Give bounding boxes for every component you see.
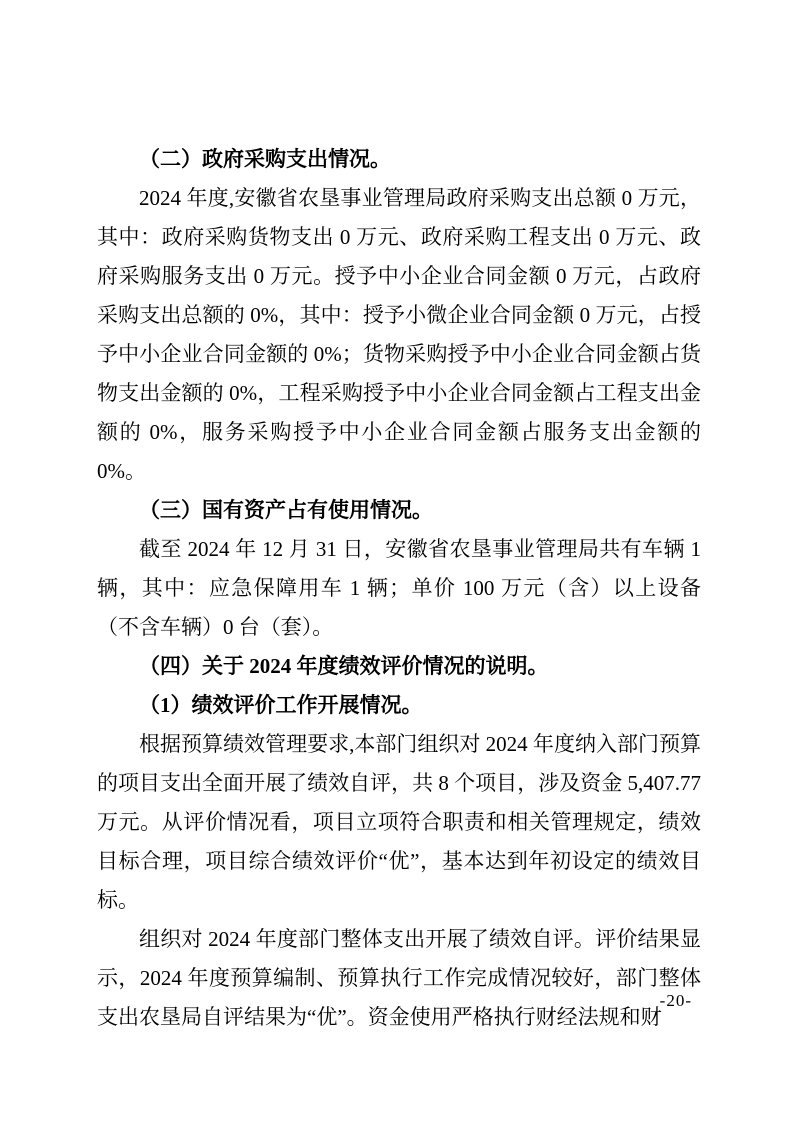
paragraph-state-assets: 截至 2024 年 12 月 31 日，安徽省农垦事业管理局共有车辆 1 辆，其中：应急保障用车 1 辆；单价 100 万元（含）以上设备（不含车辆）0 台（套）。 — [97, 537, 701, 639]
subsection-heading-evaluation-work: （1）绩效评价工作开展情况。 — [139, 693, 423, 717]
page-number: -20- — [659, 991, 692, 1010]
document-body — [97, 140, 701, 1037]
section-heading-gov-procurement: （二）政府采购支出情况。 — [139, 147, 391, 171]
paragraph-project-self-evaluation: 根据预算绩效管理要求,本部门组织对 2024 年度纳入部门预算的项目支出全面开展了绩效自评，共 8 个项目，涉及资金 5,407.77 万元。从评价情况看，项目立项符合职责和相关管理规定，绩效目标合理，项目综合绩效评价“优”，基本达到年初设定的绩效目标。 — [97, 732, 701, 912]
paragraph-overall-self-evaluation: 组织对 2024 年度部门整体支出开展了绩效自评。评价结果显示，2024 年度预算编制、预算执行工作完成情况较好，部门整体支出农垦局自评结果为“优”。资金使用严格执行财经法规和财 — [97, 927, 701, 1029]
section-heading-performance-evaluation: （四）关于 2024 年度绩效评价情况的说明。 — [139, 654, 549, 678]
paragraph-gov-procurement: 2024 年度,安徽省农垦事业管理局政府采购支出总额 0 万元，其中：政府采购货物支出 0 万元、政府采购工程支出 0 万元、政府采购服务支出 0 万元。授予中小企业合同金额 0 万元，占政府采购支出总额的 0%，其中：授予小微企业合同金额 0 万元，占授予中小企业合同金额的 0%；货物采购授予中小企业合同金额占货物支出金额的 0%，工程采购授予中小企业合同金额占工程支出金额的 0%，服务采购授予中小企业合同金额占服务支出金额的 0%。 — [97, 186, 701, 483]
section-heading-state-assets: （三）国有资产占有使用情况。 — [139, 498, 433, 522]
